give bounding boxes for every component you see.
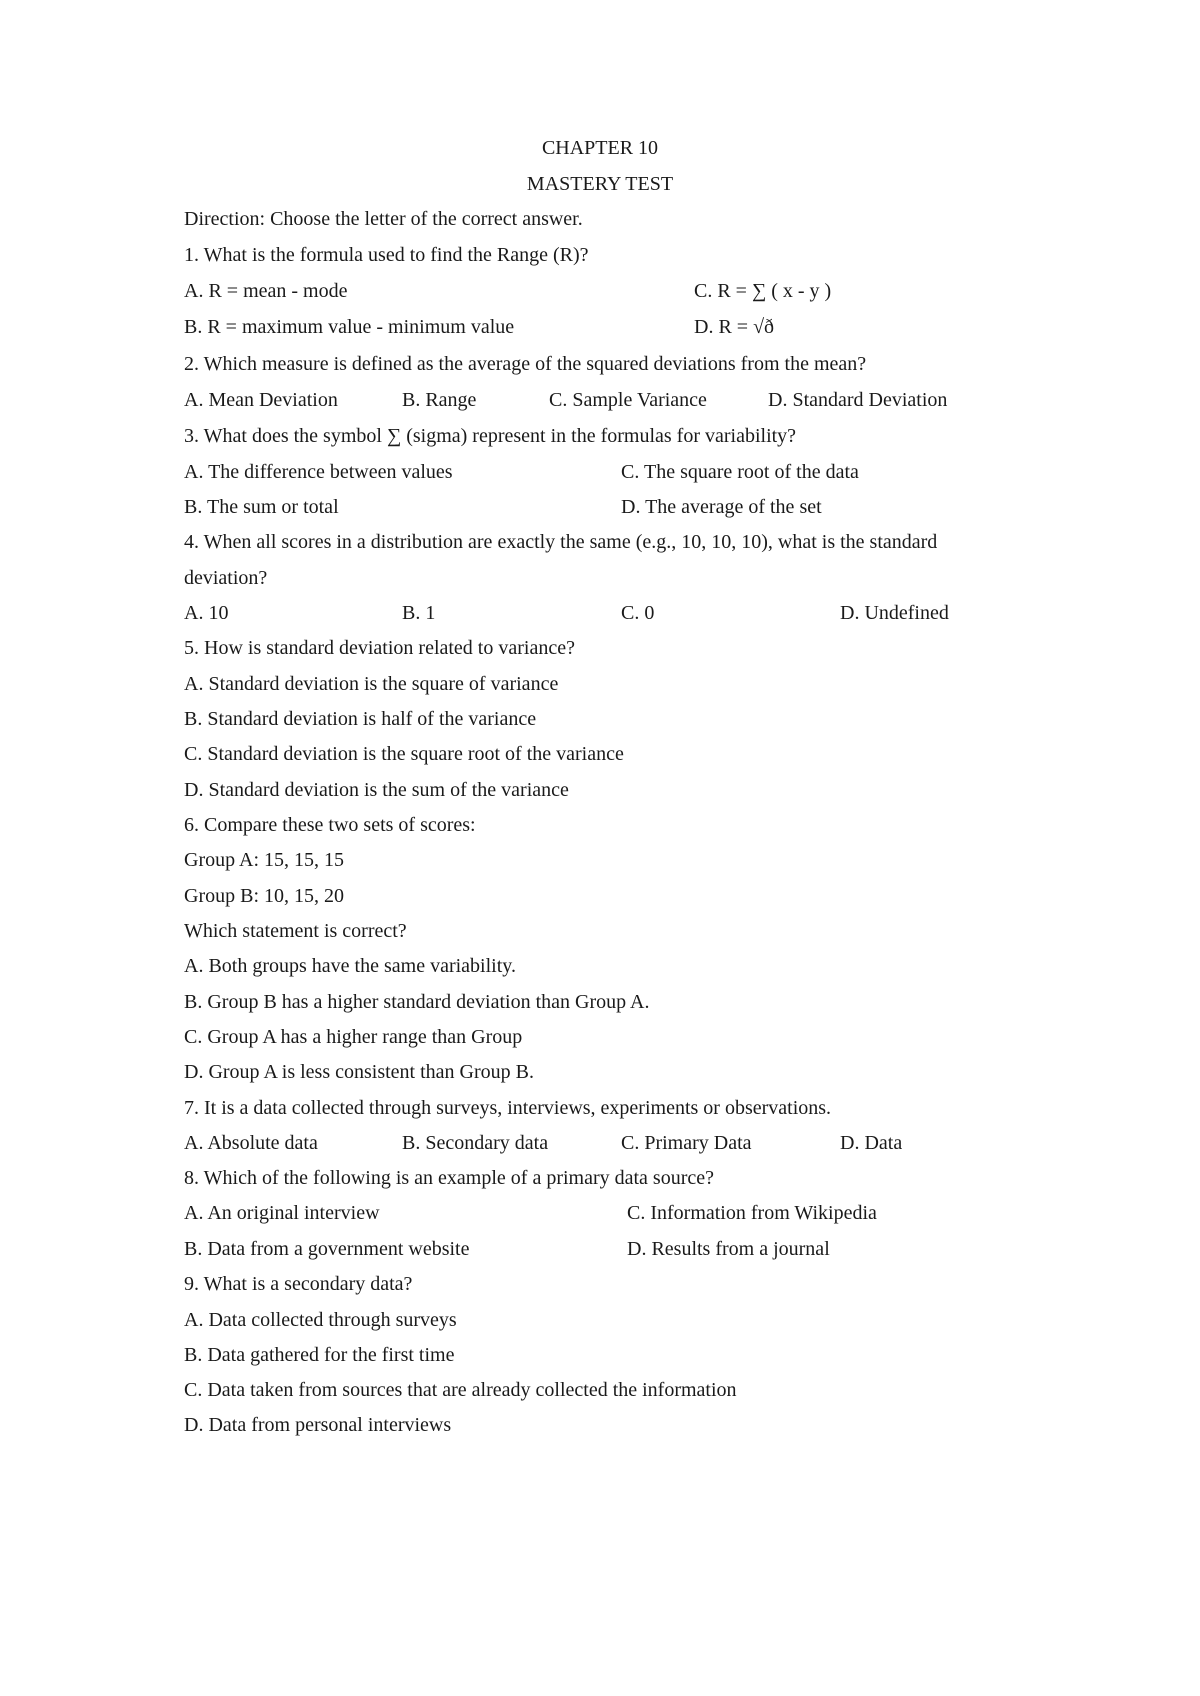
question-9-text: 9. What is a secondary data? <box>184 1273 413 1295</box>
q1-option-d: D. R = √ð <box>694 316 775 338</box>
q6-group-b: Group B: 10, 15, 20 <box>184 885 344 907</box>
q4-option-a: A. 10 <box>184 602 229 624</box>
q6-option-b: B. Group B has a higher standard deviation than Group A. <box>184 991 650 1013</box>
q3-option-a: A. The difference between values <box>184 461 453 483</box>
q5-option-c: C. Standard deviation is the square root of the variance <box>184 743 624 765</box>
question-1-text: 1. What is the formula used to find the Range (R)? <box>184 244 589 266</box>
q8-option-b: B. Data from a government website <box>184 1238 470 1260</box>
q8-option-d: D. Results from a journal <box>627 1238 830 1260</box>
q7-option-b: B. Secondary data <box>402 1132 549 1154</box>
q3-option-b: B. The sum or total <box>184 496 339 518</box>
q9-option-b: B. Data gathered for the first time <box>184 1344 455 1366</box>
q5-option-b: B. Standard deviation is half of the variance <box>184 708 537 730</box>
q1-option-a: A. R = mean - mode <box>184 280 348 302</box>
question-4-text-line2: deviation? <box>184 567 268 589</box>
q4-option-b: B. 1 <box>402 602 436 624</box>
question-4-text-line1: 4. When all scores in a distribution are exactly the same (e.g., 10, 10, 10), what is the standard <box>184 531 938 553</box>
q2-option-c: C. Sample Variance <box>549 389 707 411</box>
question-6-text: 6. Compare these two sets of scores: <box>184 814 476 836</box>
q6-option-d: D. Group A is less consistent than Group B. <box>184 1061 534 1083</box>
q7-option-c: C. Primary Data <box>621 1132 752 1154</box>
question-3-text: 3. What does the symbol ∑ (sigma) represent in the formulas for variability? <box>184 425 797 447</box>
question-2-text: 2. Which measure is defined as the average of the squared deviations from the mean? <box>184 353 867 375</box>
question-8-text: 8. Which of the following is an example of a primary data source? <box>184 1167 715 1189</box>
q3-option-c: C. The square root of the data <box>621 461 859 483</box>
q9-option-c: C. Data taken from sources that are already collected the information <box>184 1379 737 1401</box>
q4-option-d: D. Undefined <box>840 602 949 624</box>
q2-option-d: D. Standard Deviation <box>768 389 948 411</box>
q6-option-c: C. Group A has a higher range than Group <box>184 1026 523 1048</box>
q6-option-a: A. Both groups have the same variability. <box>184 955 516 977</box>
direction-text: Direction: Choose the letter of the correct answer. <box>184 208 583 230</box>
q1-option-b: B. R = maximum value - minimum value <box>184 316 515 338</box>
q2-option-a: A. Mean Deviation <box>184 389 338 411</box>
q7-option-a: A. Absolute data <box>184 1132 318 1154</box>
q2-option-b: B. Range <box>402 389 477 411</box>
q6-group-a: Group A: 15, 15, 15 <box>184 849 344 871</box>
q9-option-a: A. Data collected through surveys <box>184 1309 457 1331</box>
q3-option-d: D. The average of the set <box>621 496 822 518</box>
q9-option-d: D. Data from personal interviews <box>184 1414 452 1436</box>
q4-option-c: C. 0 <box>621 602 655 624</box>
question-5-text: 5. How is standard deviation related to variance? <box>184 637 575 659</box>
question-7-text: 7. It is a data collected through surveys, interviews, experiments or observations. <box>184 1097 832 1119</box>
q8-option-c: C. Information from Wikipedia <box>627 1202 877 1224</box>
q8-option-a: A. An original interview <box>184 1202 380 1224</box>
q1-option-c: C. R = ∑ ( x - y ) <box>694 280 832 302</box>
test-title: MASTERY TEST <box>526 173 674 195</box>
q7-option-d: D. Data <box>840 1132 903 1154</box>
q5-option-a: A. Standard deviation is the square of variance <box>184 673 559 695</box>
chapter-heading: CHAPTER 10 <box>541 137 659 159</box>
q5-option-d: D. Standard deviation is the sum of the variance <box>184 779 569 801</box>
q6-prompt: Which statement is correct? <box>184 920 407 942</box>
